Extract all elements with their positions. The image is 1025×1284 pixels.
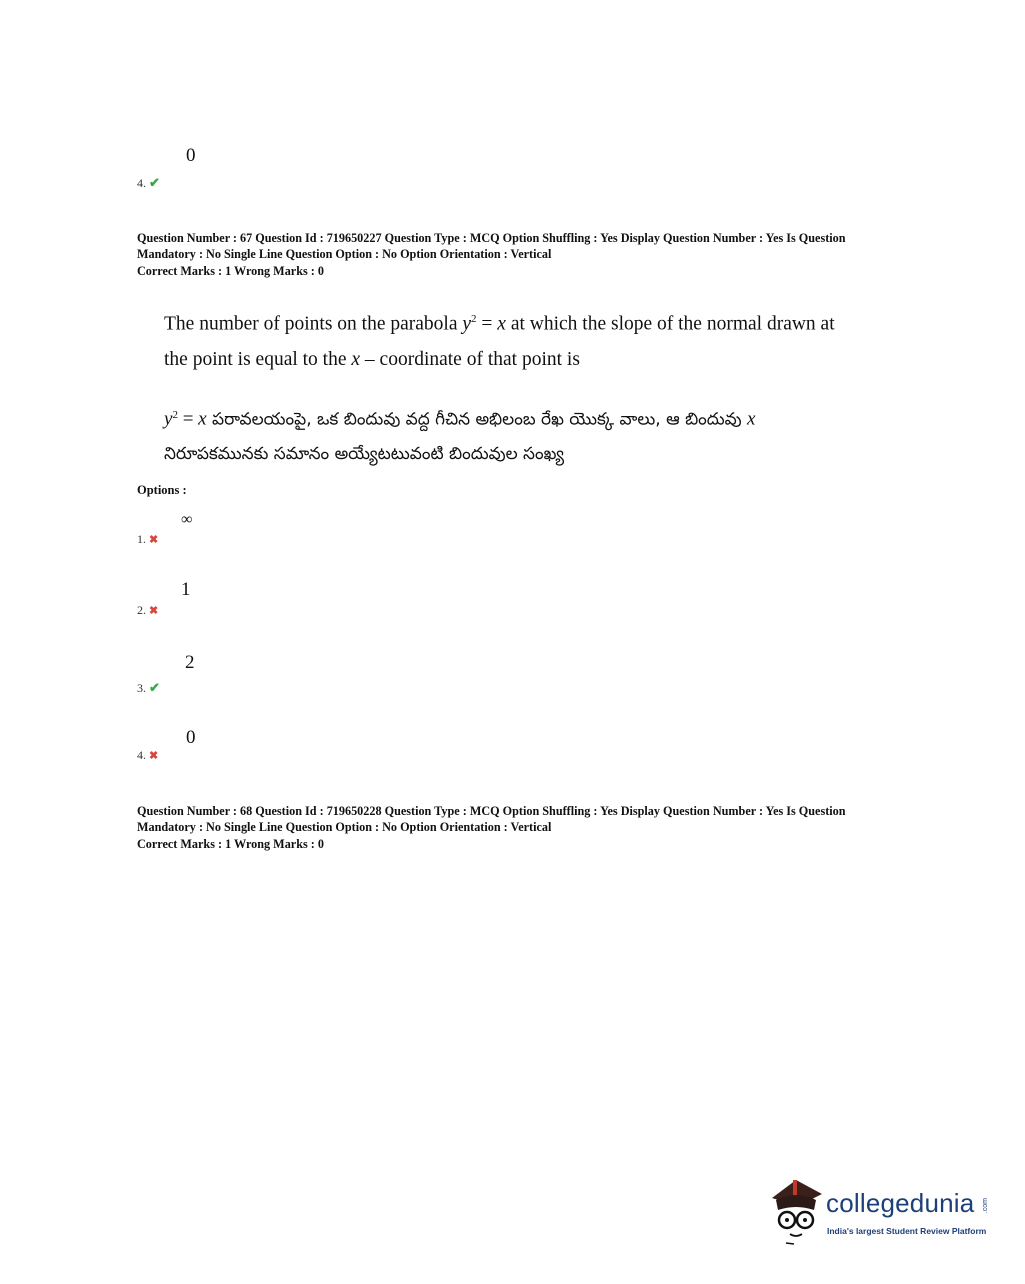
variable-x: x [351,348,361,370]
option-3-number: 3. [137,681,146,695]
logo-wordmark [826,1188,974,1219]
variable-x: x [497,313,506,335]
option-4 [137,748,158,763]
option-2 [137,603,158,618]
option-1-value: ∞ [181,511,193,528]
checkmark-icon: ✔ [149,175,160,190]
collegedunia-logo [766,1176,996,1248]
english-text: The number of points on the parabola [164,313,463,335]
option-1 [137,532,158,547]
equals-sign: = [476,313,498,335]
option-3-value: 2 [185,652,195,673]
option-2-value: 1 [181,579,191,600]
english-text: the point is equal to the [164,348,352,370]
option-4-value: 0 [186,727,196,748]
mascot-icon [766,1176,826,1246]
english-text: – coordinate of that point is [360,348,580,370]
question-67-english-line2 [164,342,884,377]
equals-sign: = [177,408,199,430]
checkmark-icon: ✔ [149,680,160,695]
question-67-telugu [164,398,884,471]
question-68-meta [137,804,907,853]
telugu-text: పరావలయంపై, ఒక బిందువు వద్ద గీచిన అభిలంబ రేఖ యొక్క వాలు, ఆ బిందువు [206,409,748,430]
cross-icon: ✖ [149,605,159,617]
prev-option-4 [137,175,160,191]
option-2-number: 2. [137,603,146,617]
question-68-marks: Correct Marks : 1 Wrong Marks : 0 [137,837,324,851]
question-67-telugu-line2: నిరూపకమునకు సమానం అయ్యేటటువంటి బిందువుల సంఖ్య [164,443,565,464]
variable-y: y [164,408,173,430]
options-label: Options : [137,483,187,497]
question-68-meta-line1: Question Number : 68 Question Id : 719650228 Question Type : MCQ Option Shuffling : Yes Display Question Number : Yes Is Question [137,804,846,818]
variable-y: y [462,313,472,335]
question-67-english-line1 [164,302,884,342]
english-text: at which the slope of the normal drawn at [505,313,835,335]
prev-option-4-number: 4. [137,176,146,190]
variable-x: x [747,408,756,430]
question-67-meta-line1: Question Number : 67 Question Id : 719650227 Question Type : MCQ Option Shuffling : Yes Display Question Number : Yes Is Question [137,231,846,245]
prev-option-4-value: 0 [186,145,196,166]
logo-name: collegedunia [826,1188,975,1218]
option-1-number: 1. [137,532,146,546]
option-4-number: 4. [137,748,146,762]
logo-tagline: India's largest Student Review Platform [827,1226,987,1236]
cross-icon: ✖ [149,750,159,762]
exponent: 2 [471,313,477,325]
question-67-english [164,302,884,377]
exponent: 2 [172,409,178,421]
question-67-meta [137,231,907,280]
question-67-marks: Correct Marks : 1 Wrong Marks : 0 [137,264,324,278]
option-3 [137,680,160,696]
question-68-meta-line2: Mandatory : No Single Line Question Option : No Option Orientation : Vertical [137,819,552,834]
cross-icon: ✖ [149,534,159,546]
question-67-meta-line2: Mandatory : No Single Line Question Option : No Option Orientation : Vertical [137,246,552,261]
question-67-telugu-line1 [164,398,884,437]
logo-dotcom: .com [982,1198,989,1214]
variable-x: x [198,408,207,430]
